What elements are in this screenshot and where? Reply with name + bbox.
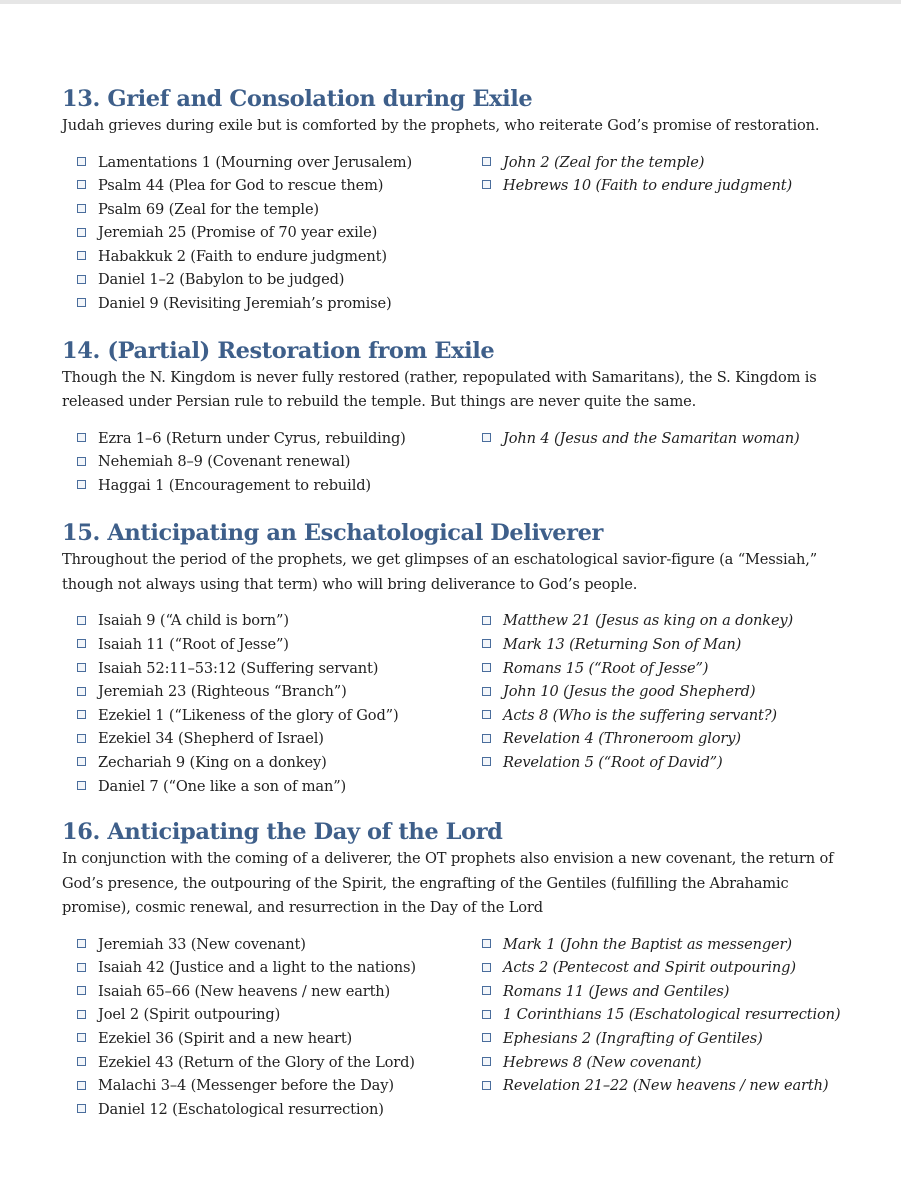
checkbox-square-icon [77,710,86,719]
list-item: Acts 2 (Pentecost and Spirit outpouring) [482,956,842,980]
list-item: Daniel 7 (“One like a son of man”) [77,775,482,799]
list-item: Isaiah 42 (Justice and a light to the nations) [77,956,482,980]
checkbox-square-icon [77,1057,86,1066]
checkbox-square-icon [77,1033,86,1042]
checkbox-square-icon [77,251,86,260]
checkbox-square-icon [482,1033,491,1042]
list-item: 1 Corinthians 15 (Eschatological resurrection) [482,1003,842,1027]
list-item: Habakkuk 2 (Faith to endure judgment) [77,245,482,269]
ot-reading-list [77,151,482,316]
reading-lists [62,933,852,1122]
document-page [62,84,852,1121]
checkbox-square-icon [77,757,86,766]
nt-reading-list [482,151,842,316]
checkbox-square-icon [482,687,491,696]
checkbox-square-icon [77,781,86,790]
checkbox-square-icon [77,734,86,743]
list-item: Romans 11 (Jews and Gentiles) [482,980,842,1004]
list-item: Psalm 44 (Plea for God to rescue them) [77,174,482,198]
list-item: Ezra 1–6 (Return under Cyrus, rebuilding) [77,427,482,451]
section-title: 14. (Partial) Restoration from Exile [62,337,495,364]
checkbox-square-icon [77,616,86,625]
checkbox-square-icon [482,1010,491,1019]
list-item: Psalm 69 (Zeal for the temple) [77,198,482,222]
list-item: Daniel 1–2 (Babylon to be judged) [77,268,482,292]
list-item: Nehemiah 8–9 (Covenant renewal) [77,450,482,474]
checkbox-square-icon [77,480,86,489]
checkbox-square-icon [77,963,86,972]
list-item: Mark 1 (John the Baptist as messenger) [482,933,842,957]
list-item: Acts 8 (Who is the suffering servant?) [482,704,842,728]
checkbox-square-icon [482,1081,491,1090]
list-item: Matthew 21 (Jesus as king on a donkey) [482,609,842,633]
section-description: In conjunction with the coming of a deliverer, the OT prophets also envision a new covenant, the return of God’s presence, the outpouring of the Spirit, the engrafting of the Gentiles (fulfilling the Abrahamic promise), cosmic renewal, and resurrection in the Day of the Lord [62,850,834,917]
checkbox-square-icon [77,298,86,307]
checkbox-square-icon [77,157,86,166]
list-item: Revelation 4 (Throneroom glory) [482,727,842,751]
list-item: Revelation 21–22 (New heavens / new earth) [482,1074,842,1098]
list-item: John 10 (Jesus the good Shepherd) [482,680,842,704]
reading-lists [62,427,852,498]
list-item: Isaiah 52:11–53:12 (Suffering servant) [77,657,482,681]
list-item: Revelation 5 (“Root of David”) [482,751,842,775]
section-13 [62,84,852,316]
checkbox-square-icon [482,710,491,719]
list-item: Zechariah 9 (King on a donkey) [77,751,482,775]
list-item: Lamentations 1 (Mourning over Jerusalem) [77,151,482,175]
checkbox-square-icon [482,663,491,672]
checkbox-square-icon [482,963,491,972]
list-item: Malachi 3–4 (Messenger before the Day) [77,1074,482,1098]
checkbox-square-icon [77,639,86,648]
checkbox-square-icon [482,757,491,766]
list-item: Ezekiel 34 (Shepherd of Israel) [77,727,482,751]
list-item: Hebrews 10 (Faith to endure judgment) [482,174,842,198]
checkbox-square-icon [482,616,491,625]
checkbox-square-icon [77,275,86,284]
list-item: Isaiah 11 (“Root of Jesse”) [77,633,482,657]
list-item: Daniel 9 (Revisiting Jeremiah’s promise) [77,292,482,316]
nt-reading-list [482,427,842,498]
checkbox-square-icon [77,228,86,237]
list-item: Isaiah 9 (“A child is born”) [77,609,482,633]
section-title: 16. Anticipating the Day of the Lord [62,819,503,846]
list-item: Mark 13 (Returning Son of Man) [482,633,842,657]
list-item: John 2 (Zeal for the temple) [482,151,842,175]
section-16 [62,817,852,1121]
section-description: Throughout the period of the prophets, we get glimpses of an eschatological savior-figure (a “Messiah,” though not always using that term) who will bring deliverance to God’s people. [62,551,818,593]
list-item: Hebrews 8 (New covenant) [482,1051,842,1075]
checkbox-square-icon [482,433,491,442]
section-description: Judah grieves during exile but is comforted by the prophets, who reiterate God’s promise of restoration. [62,117,820,134]
list-item: Joel 2 (Spirit outpouring) [77,1003,482,1027]
list-item: Jeremiah 25 (Promise of 70 year exile) [77,221,482,245]
checkbox-square-icon [482,734,491,743]
section-description: Though the N. Kingdom is never fully restored (rather, repopulated with Samaritans), the S. Kingdom is released under Persian rule to rebuild the temple. But things are never quite the same. [62,368,817,411]
list-item: Ephesians 2 (Ingrafting of Gentiles) [482,1027,842,1051]
checkbox-square-icon [482,180,491,189]
list-item: John 4 (Jesus and the Samaritan woman) [482,427,842,451]
checkbox-square-icon [77,457,86,466]
checkbox-square-icon [77,986,86,995]
list-item: Jeremiah 33 (New covenant) [77,933,482,957]
reading-lists [62,151,852,316]
section-14 [62,336,852,498]
section-15 [62,518,852,798]
list-item: Daniel 12 (Eschatological resurrection) [77,1098,482,1122]
nt-reading-list [482,933,842,1122]
checkbox-square-icon [482,939,491,948]
section-title: 15. Anticipating an Eschatological Deliverer [62,520,604,547]
checkbox-square-icon [77,180,86,189]
checkbox-square-icon [482,1057,491,1066]
list-item: Ezekiel 43 (Return of the Glory of the Lord) [77,1051,482,1075]
nt-reading-list [482,609,842,798]
ot-reading-list [77,933,482,1122]
list-item: Ezekiel 36 (Spirit and a new heart) [77,1027,482,1051]
reading-lists [62,609,852,798]
list-item: Romans 15 (“Root of Jesse”) [482,657,842,681]
checkbox-square-icon [77,204,86,213]
ot-reading-list [77,427,482,498]
checkbox-square-icon [77,1010,86,1019]
checkbox-square-icon [482,986,491,995]
checkbox-square-icon [482,157,491,166]
checkbox-square-icon [77,663,86,672]
checkbox-square-icon [77,1081,86,1090]
list-item: Haggai 1 (Encouragement to rebuild) [77,474,482,498]
checkbox-square-icon [77,433,86,442]
checkbox-square-icon [77,687,86,696]
ot-reading-list [77,609,482,798]
list-item: Jeremiah 23 (Righteous “Branch”) [77,680,482,704]
list-item: Ezekiel 1 (“Likeness of the glory of God”) [77,704,482,728]
section-title: 13. Grief and Consolation during Exile [62,86,533,112]
list-item: Isaiah 65–66 (New heavens / new earth) [77,980,482,1004]
checkbox-square-icon [77,939,86,948]
checkbox-square-icon [77,1104,86,1113]
top-border [0,0,901,4]
checkbox-square-icon [482,639,491,648]
